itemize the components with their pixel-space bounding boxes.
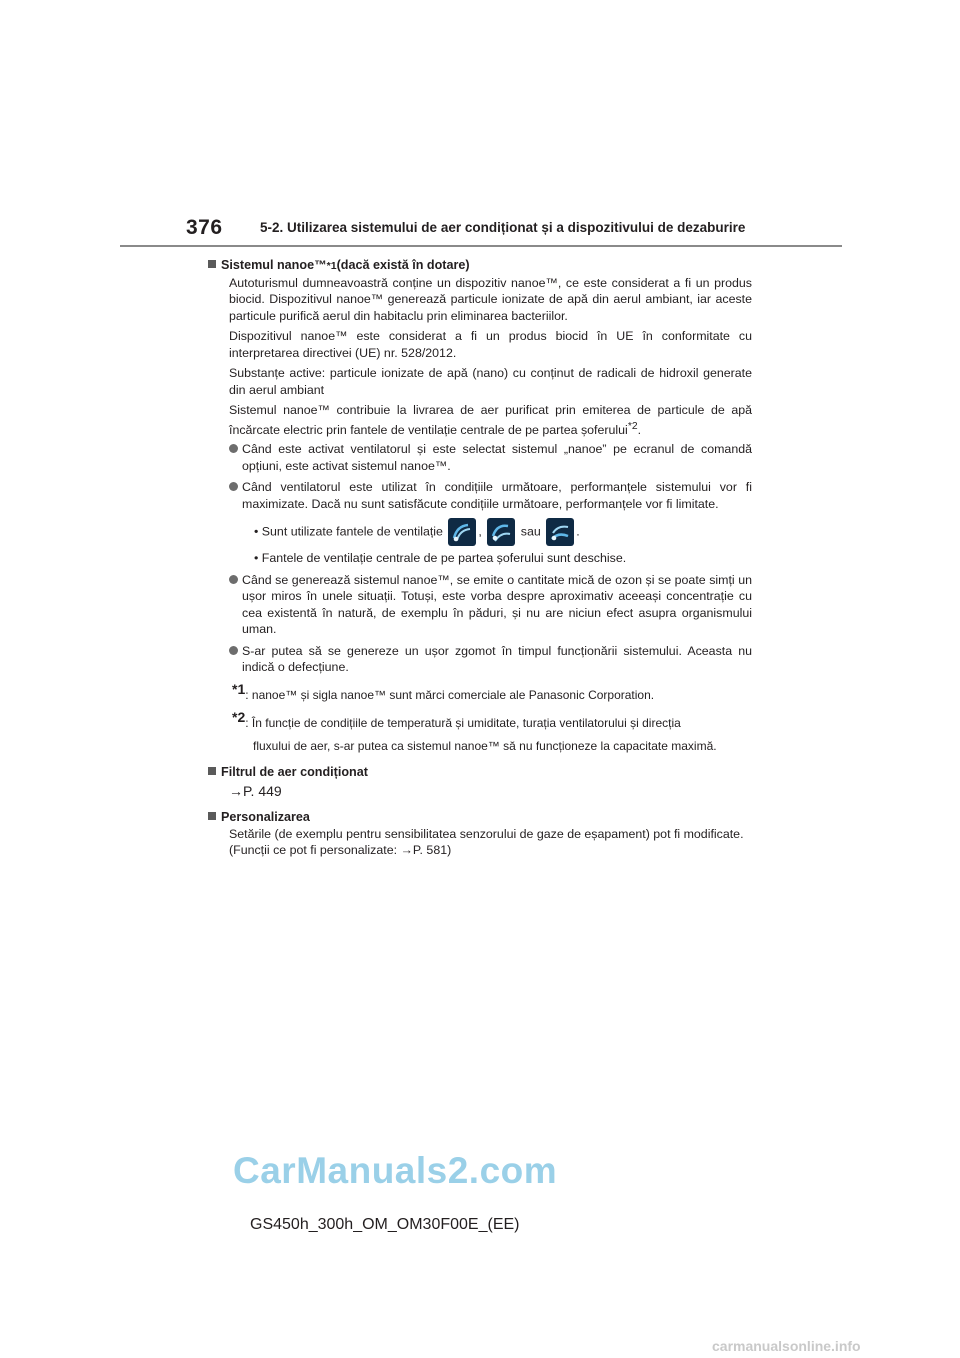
sub-item: • Sunt utilizate fantele de ventilație , sau . (242, 518, 752, 546)
paragraph: Autoturismul dumneavoastră conține un dispozitiv nanoe™, ce este considerat a fi un produs biocid. Dispozitivul nanoe™ generează particule ionizate de apă din aerul ambiant, iar aceste particule purifică aerul din habitaclu prin eliminarea bacteriilor. (229, 275, 752, 323)
vent-icon-1 (448, 518, 476, 546)
bullet-dot-icon (229, 646, 238, 655)
header-divider (120, 245, 842, 247)
square-bullet-icon (208, 812, 216, 820)
document-code: GS450h_300h_OM_OM30F00E_(EE) (250, 1216, 520, 1233)
paragraph: Setările (de exemplu pentru sensibilitatea senzorului de gaze de eșapament) pot fi modificate. (229, 826, 744, 841)
footnote-1: $^{*1}$: nanoe™ și sigla nanoe™ sunt mărci comerciale ale Panasonic Corporation. (232, 680, 655, 702)
bullet-dot-icon (229, 444, 238, 453)
footnote-2: $^{*2}$: În funcție de condițiile de temperatură și umiditate, turația ventilatorului și direcția fluxului de aer, s-ar putea ca sistemul nanoe™ să nu funcționeze la capacitate maximă. (232, 709, 717, 753)
section-filter (208, 764, 752, 799)
bullet-dot-icon (229, 482, 238, 491)
watermark-logo[interactable]: CarManuals2.com (233, 1150, 558, 1191)
vent-icon-2 (487, 518, 515, 546)
footnote-mark-2: *2 (627, 420, 638, 432)
paragraph: (Funcții ce pot fi personalizate: →P. 581) (229, 843, 452, 858)
section-nanoe (208, 257, 752, 754)
sub-list (242, 518, 752, 567)
section-title-filter: Filtrul de aer condiționat (208, 764, 752, 781)
square-bullet-icon (208, 767, 216, 775)
paragraph: Dispozitivul nanoe™ este considerat a fi un produs biocid în UE în conformitate cu interpretarea directivei (UE) nr. 528/2012. (229, 329, 752, 360)
list-item: Când se generează sistemul nanoe™, se emite o cantitate mică de ozon și se poate simți un ușor miros în unele situații. Totuși, este vorba despre aproximativ aceeași concentrație cu cea existentă în natură, de exemplu în păduri, și nu are niciun efect asupra organismului uman. (229, 572, 752, 638)
square-bullet-icon (208, 260, 216, 268)
paragraph: Sistemul nanoe™ contribuie la livrarea de aer purificat prin emiterea de particule de apă încărcate electric prin fantele de ventilație centrale de pe partea șoferului$^{*2}$. (229, 403, 752, 437)
watermark-text: carmanualsonline.info (712, 1338, 861, 1354)
page-number: 376 (186, 216, 223, 239)
paragraph: Substanțe active: particule ionizate de apă (nano) cu conținut de radicali de hidroxil generate din aerul ambiant (229, 366, 752, 397)
bullet-dot-icon (229, 575, 238, 584)
sub-item: • Fantele de ventilație centrale de pe partea șoferului sunt deschise. (254, 551, 627, 566)
section-title-nanoe: Sistemul nanoe™ *1 (dacă există în dotare) (208, 257, 752, 275)
list-item: Când este activat ventilatorul și este selectat sistemul „nanoe” pe ecranul de comandă opțiuni, este activat sistemul nanoe™. (229, 441, 752, 474)
page-header (186, 216, 842, 246)
list-item: S-ar putea să se genereze un ușor zgomot în timpul funcționării sistemului. Aceasta nu indică o defecțiune. (229, 643, 752, 676)
page-reference-link[interactable]: →P. 449 (229, 782, 282, 799)
chapter-title: 5-2. Utilizarea sistemului de aer condiționat și a dispozitivului de dezaburire (260, 220, 746, 235)
list-item: Când ventilatorul este utilizat în condițiile următoare, performanțele sistemului vor fi maximizate. Dacă nu sunt satisfăcute condițiile următoare, performanțele vor fi limitate. • Sunt utilizate fantele de ventilație , sau . • Fantele de ventilație centrale de pe partea șoferului sunt deschise. (229, 479, 752, 567)
page-content (208, 257, 752, 859)
section-title-custom: Personalizarea (208, 809, 752, 826)
footnote-mark-1: *1 (326, 260, 337, 272)
vent-icon-3 (546, 518, 574, 546)
bullet-list (229, 441, 752, 676)
section-custom (208, 809, 752, 859)
